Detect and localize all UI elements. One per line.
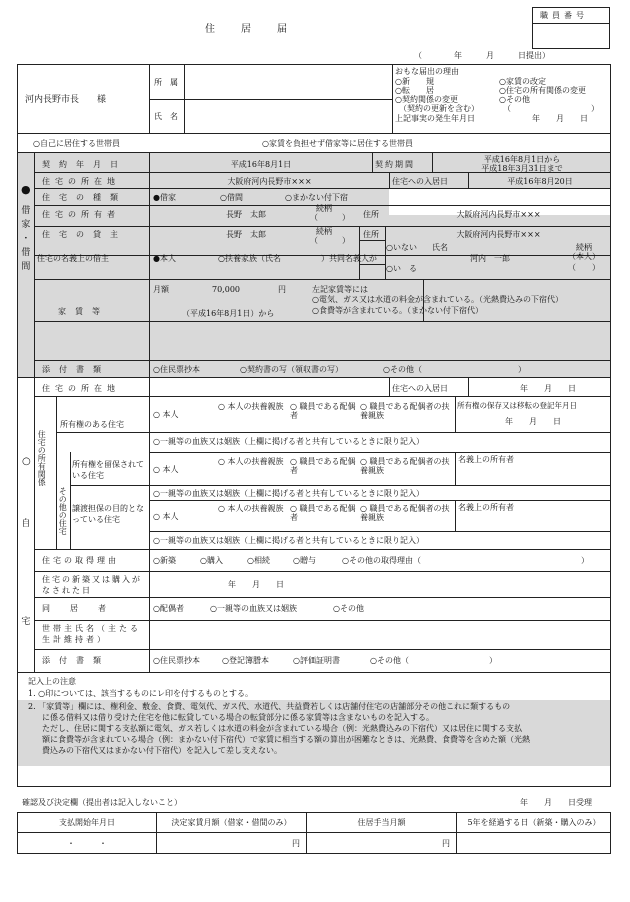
- housing-allowance-header: 住居手当月額: [357, 818, 406, 827]
- decided-rent-header: 決定家賃月額（借家・借間のみ）: [171, 818, 292, 827]
- reserved-dependent[interactable]: ○ 本人の扶養親族: [218, 457, 284, 466]
- housing-type-room[interactable]: ○借間: [220, 193, 243, 202]
- co-nominee-name[interactable]: 河内 一郎: [470, 254, 510, 263]
- own-location-label: 住宅の所在地: [42, 384, 120, 393]
- rent-amount-value[interactable]: 70,000: [212, 285, 240, 294]
- reserved-home-label: 所有権を留保されている住宅: [72, 460, 144, 480]
- own-movein-date[interactable]: 年 月 日: [520, 384, 576, 393]
- collateral-holder-label: 名義上の所有者: [458, 503, 514, 512]
- owner-address-label: 住所: [363, 210, 379, 219]
- own-attach-resident[interactable]: ○住民票抄本: [153, 656, 200, 665]
- co-nominee-none[interactable]: ○いない: [386, 243, 417, 252]
- own-location-field[interactable]: [150, 379, 388, 395]
- rent-includes-label: 左記家賃等には: [312, 285, 368, 294]
- own-side-label: 自 宅: [19, 518, 30, 665]
- nominee-label: 住宅の名義上の借主: [37, 254, 109, 263]
- build-date[interactable]: 年 月 日: [228, 580, 284, 589]
- owner-relation-value[interactable]: （ ）: [310, 213, 350, 222]
- co-nominee-relation-blank[interactable]: （ ）: [568, 263, 600, 272]
- housing-type-rental[interactable]: ●借家: [153, 193, 176, 202]
- submit-date[interactable]: （ 年 月 日提出）: [414, 51, 550, 60]
- other-home-label: その他の住宅: [58, 487, 68, 535]
- reserved-spouse-dependent[interactable]: ○ 職員である配偶者の扶養親族: [360, 457, 450, 475]
- reason-other[interactable]: ○その他: [499, 95, 530, 104]
- received-date[interactable]: 年 月 日受理: [520, 798, 592, 807]
- name-field[interactable]: [186, 101, 390, 133]
- reason-move[interactable]: ○転 居: [395, 86, 434, 95]
- acquisition-label: 住宅の取得理由: [42, 556, 119, 565]
- note-2a: 2. 「家賃等」欄には、権利金、敷金、食費、電気代、ガス代、水道代、共益費若しくは店舗付住宅の店舗部分その他これに類するもの: [28, 702, 511, 711]
- staff-number-label: 職員番号: [540, 11, 588, 20]
- rent-movein-label: 住宅への入居日: [392, 177, 448, 186]
- cohab-spouse[interactable]: ○配偶者: [153, 604, 184, 613]
- co-nominee-relation-label: 続柄: [576, 243, 592, 252]
- nominee-self[interactable]: ●本人: [153, 254, 176, 263]
- lender-address[interactable]: 大阪府河内長野市×××: [456, 230, 541, 239]
- reason-other-detail[interactable]: （ ）: [503, 104, 599, 113]
- contract-period-label: 契約期間: [375, 160, 415, 169]
- payment-start-value[interactable]: ・ ・: [67, 839, 107, 848]
- registration-date-label: 所有権の保存又は移転の登記年月日: [457, 401, 577, 410]
- rent-attach-resident[interactable]: ○住民票抄本: [153, 365, 200, 374]
- owner-relation-label: 続柄: [316, 204, 332, 213]
- registration-date[interactable]: 年 月 日: [505, 417, 561, 426]
- five-year-date-header: 5年を経過する日（新築・購入のみ）: [467, 818, 601, 827]
- name-label: 氏 名: [154, 112, 178, 121]
- rent-includes-meals[interactable]: ○食費等が含まれている。（まかない付下宿代）: [312, 306, 483, 315]
- owned-spouse-dependent[interactable]: ○ 職員である配偶者の扶養親族: [360, 402, 450, 420]
- owned-spouse[interactable]: ○ 職員である配偶者: [290, 402, 356, 420]
- build-date-label: 住宅の新築又は購入がなされた日: [42, 575, 142, 595]
- rent-movein-value[interactable]: 平成16年8月20日: [507, 177, 573, 186]
- owner-label: 住宅の所有者: [42, 210, 120, 219]
- reserved-kin-note[interactable]: ○一親等の血族又は姻族（上欄に掲げる者と共有しているときに限り記入）: [153, 489, 424, 498]
- household-head-label: 世帯主氏名（主たる生計維持者）: [42, 624, 141, 644]
- owner-name[interactable]: 長野 太郎: [226, 210, 266, 219]
- form-title: 住 居 届: [205, 24, 289, 35]
- rent-includes-utilities[interactable]: ○電気、ガス又は水道の料金が含まれている。（光熱費込みの下宿代）: [312, 295, 563, 304]
- cohabitant-label: 同居者: [42, 604, 126, 613]
- lender-name[interactable]: 長野 太郎: [226, 230, 266, 239]
- reason-contract-change[interactable]: ○契約関係の変更: [395, 95, 458, 104]
- reason-new[interactable]: ○新 規: [395, 77, 434, 86]
- addressee-mayor: 河内長野市長 様: [25, 95, 107, 105]
- owned-kin-note[interactable]: ○一親等の血族又は姻族（上欄に掲げる者と共有しているときに限り記入）: [153, 437, 424, 446]
- own-attach-valuation[interactable]: ○評価証明書: [293, 656, 340, 665]
- acq-other[interactable]: ○その他の取得理由（ ）: [342, 556, 589, 565]
- reason-title: おもな届出の理由: [395, 67, 459, 76]
- review-title: 確認及び決定欄（提出者は記入しないこと）: [22, 798, 182, 807]
- acq-inheritance[interactable]: ○相続: [247, 556, 270, 565]
- co-nominee-name-label: 氏名: [432, 243, 448, 252]
- collateral-kin-note[interactable]: ○一親等の血族又は姻族（上欄に掲げる者と共有しているときに限り記入）: [153, 536, 424, 545]
- rent-location-value[interactable]: 大阪府河内長野市×××: [227, 177, 312, 186]
- contract-date-label: 契約年月日: [42, 160, 127, 169]
- note-2e: 費込みの下宿代又はまかない付下宿代）を記入して差し支えない。: [42, 746, 282, 755]
- acq-new-build[interactable]: ○新築: [153, 556, 176, 565]
- rent-side-label: 借家・借間: [19, 205, 30, 275]
- owned-dependent[interactable]: ○ 本人の扶養親族: [218, 402, 284, 411]
- lender-label: 住宅の貸主: [42, 230, 127, 239]
- decided-rent-yen[interactable]: 円: [292, 839, 300, 848]
- acq-purchase[interactable]: ○購入: [200, 556, 223, 565]
- resident-nonpaying[interactable]: ○家賃を負担せず借家等に居住する世帯員: [262, 139, 413, 148]
- owner-address[interactable]: 大阪府河内長野市×××: [456, 210, 541, 219]
- rent-yen-label: 円: [278, 285, 286, 294]
- rent-start-date[interactable]: （平成16年8月1日）から: [182, 309, 275, 318]
- monthly-label: 月額: [153, 285, 169, 294]
- note-2d: 額に食費等が含まれている場合（例：まかない付下宿代）で家賃に相当する額の算出が困難なときは、光熱費、食費等を含めた額（光熱: [42, 735, 530, 744]
- own-movein-label: 住宅への入居日: [392, 384, 448, 393]
- five-year-date-field[interactable]: [457, 833, 610, 853]
- rent-attach-other[interactable]: ○その他（ ）: [383, 365, 526, 374]
- housing-allowance-yen[interactable]: 円: [442, 839, 450, 848]
- reserved-holder-label: 名義上の所有者: [458, 455, 514, 464]
- contract-period-to[interactable]: 平成18年3月31日まで: [481, 164, 563, 173]
- own-attachments-label: 添付書類: [42, 656, 110, 665]
- nominee-dependent[interactable]: ○扶養家族（氏名 ）共同名義人が: [218, 254, 377, 263]
- reserved-self[interactable]: ○ 本人: [153, 465, 179, 474]
- reason-rent-revision[interactable]: ○家賃の改定: [499, 77, 546, 86]
- resident-self[interactable]: ○自己に居住する世帯員: [33, 139, 120, 148]
- rent-amount-label: 家賃等: [58, 307, 109, 316]
- note-1: 1. ○印については、該当するものにレ印を付するものとする。: [28, 689, 253, 698]
- collateral-dependent[interactable]: ○ 本人の扶養親族: [218, 504, 284, 513]
- note-2c: ただし、住居に関する支払額に電気、ガス若しくは水道の料金が含まれている場合（例：光熱費込みの下宿代）又は居住に関する支払: [42, 724, 522, 733]
- note-2b: に係る借料又は借り受けた住宅を他に転貸している場合の転貸部分に係る家賃等は含まないものを記入する。: [42, 713, 434, 722]
- staff-number-field[interactable]: [533, 24, 609, 48]
- collateral-spouse-dependent[interactable]: ○ 職員である配偶者の扶養親族: [360, 504, 450, 522]
- department-field[interactable]: [186, 66, 390, 98]
- payment-start-header: 支払開始年月日: [59, 818, 115, 827]
- lender-relation-label: 続柄: [316, 227, 332, 236]
- reason-renewal-note: （契約の更新を含む）: [399, 104, 479, 113]
- co-nominee-relation[interactable]: （本人）: [568, 252, 600, 261]
- cohab-kin[interactable]: ○一親等の血族又は姻族: [210, 604, 297, 613]
- housing-type-boarding[interactable]: ○まかない付下宿: [285, 193, 348, 202]
- reserved-spouse[interactable]: ○ 職員である配偶者: [290, 457, 356, 475]
- cohab-other[interactable]: ○その他: [333, 604, 364, 613]
- own-attach-other[interactable]: ○その他（ ）: [370, 656, 497, 665]
- department-label: 所 属: [154, 78, 178, 87]
- household-head-field[interactable]: [150, 621, 610, 648]
- rent-attach-contract[interactable]: ○契約書の写（領収書の写）: [240, 365, 343, 374]
- rent-selected-mark[interactable]: ●: [21, 183, 31, 196]
- occurrence-label: 上記事実の発生年月日: [395, 114, 475, 123]
- collateral-home-label: 譲渡担保の目的となっている住宅: [72, 504, 144, 524]
- lender-relation-value[interactable]: （ ）: [310, 236, 350, 245]
- rent-attachments-label: 添付書類: [42, 365, 110, 374]
- owned-self[interactable]: ○ 本人: [153, 410, 179, 419]
- contract-period-from[interactable]: 平成16年8月1日から: [483, 155, 561, 164]
- owned-home-label: 所有権のある住宅: [60, 420, 124, 429]
- collateral-spouse[interactable]: ○ 職員である配偶者: [290, 504, 356, 522]
- ownership-side-label: 住宅の所有関係: [37, 430, 47, 486]
- notes-title: 記入上の注意: [28, 677, 76, 686]
- rent-location-label: 住宅の所在地: [42, 177, 120, 186]
- occurrence-date[interactable]: 年 月 日: [532, 114, 588, 123]
- co-nominee-exists[interactable]: ○い る: [386, 264, 417, 273]
- contract-date-value[interactable]: 平成16年8月1日: [230, 160, 292, 169]
- own-attach-registry[interactable]: ○登記簿謄本: [222, 656, 269, 665]
- reason-ownership-change[interactable]: ○住宅の所有関係の変更: [499, 86, 586, 95]
- lender-address-label: 住所: [363, 230, 379, 239]
- own-selected-mark[interactable]: ○: [22, 456, 31, 467]
- housing-type-label: 住宅の種類: [42, 193, 127, 202]
- acq-gift[interactable]: ○贈与: [293, 556, 316, 565]
- collateral-self[interactable]: ○ 本人: [153, 512, 179, 521]
